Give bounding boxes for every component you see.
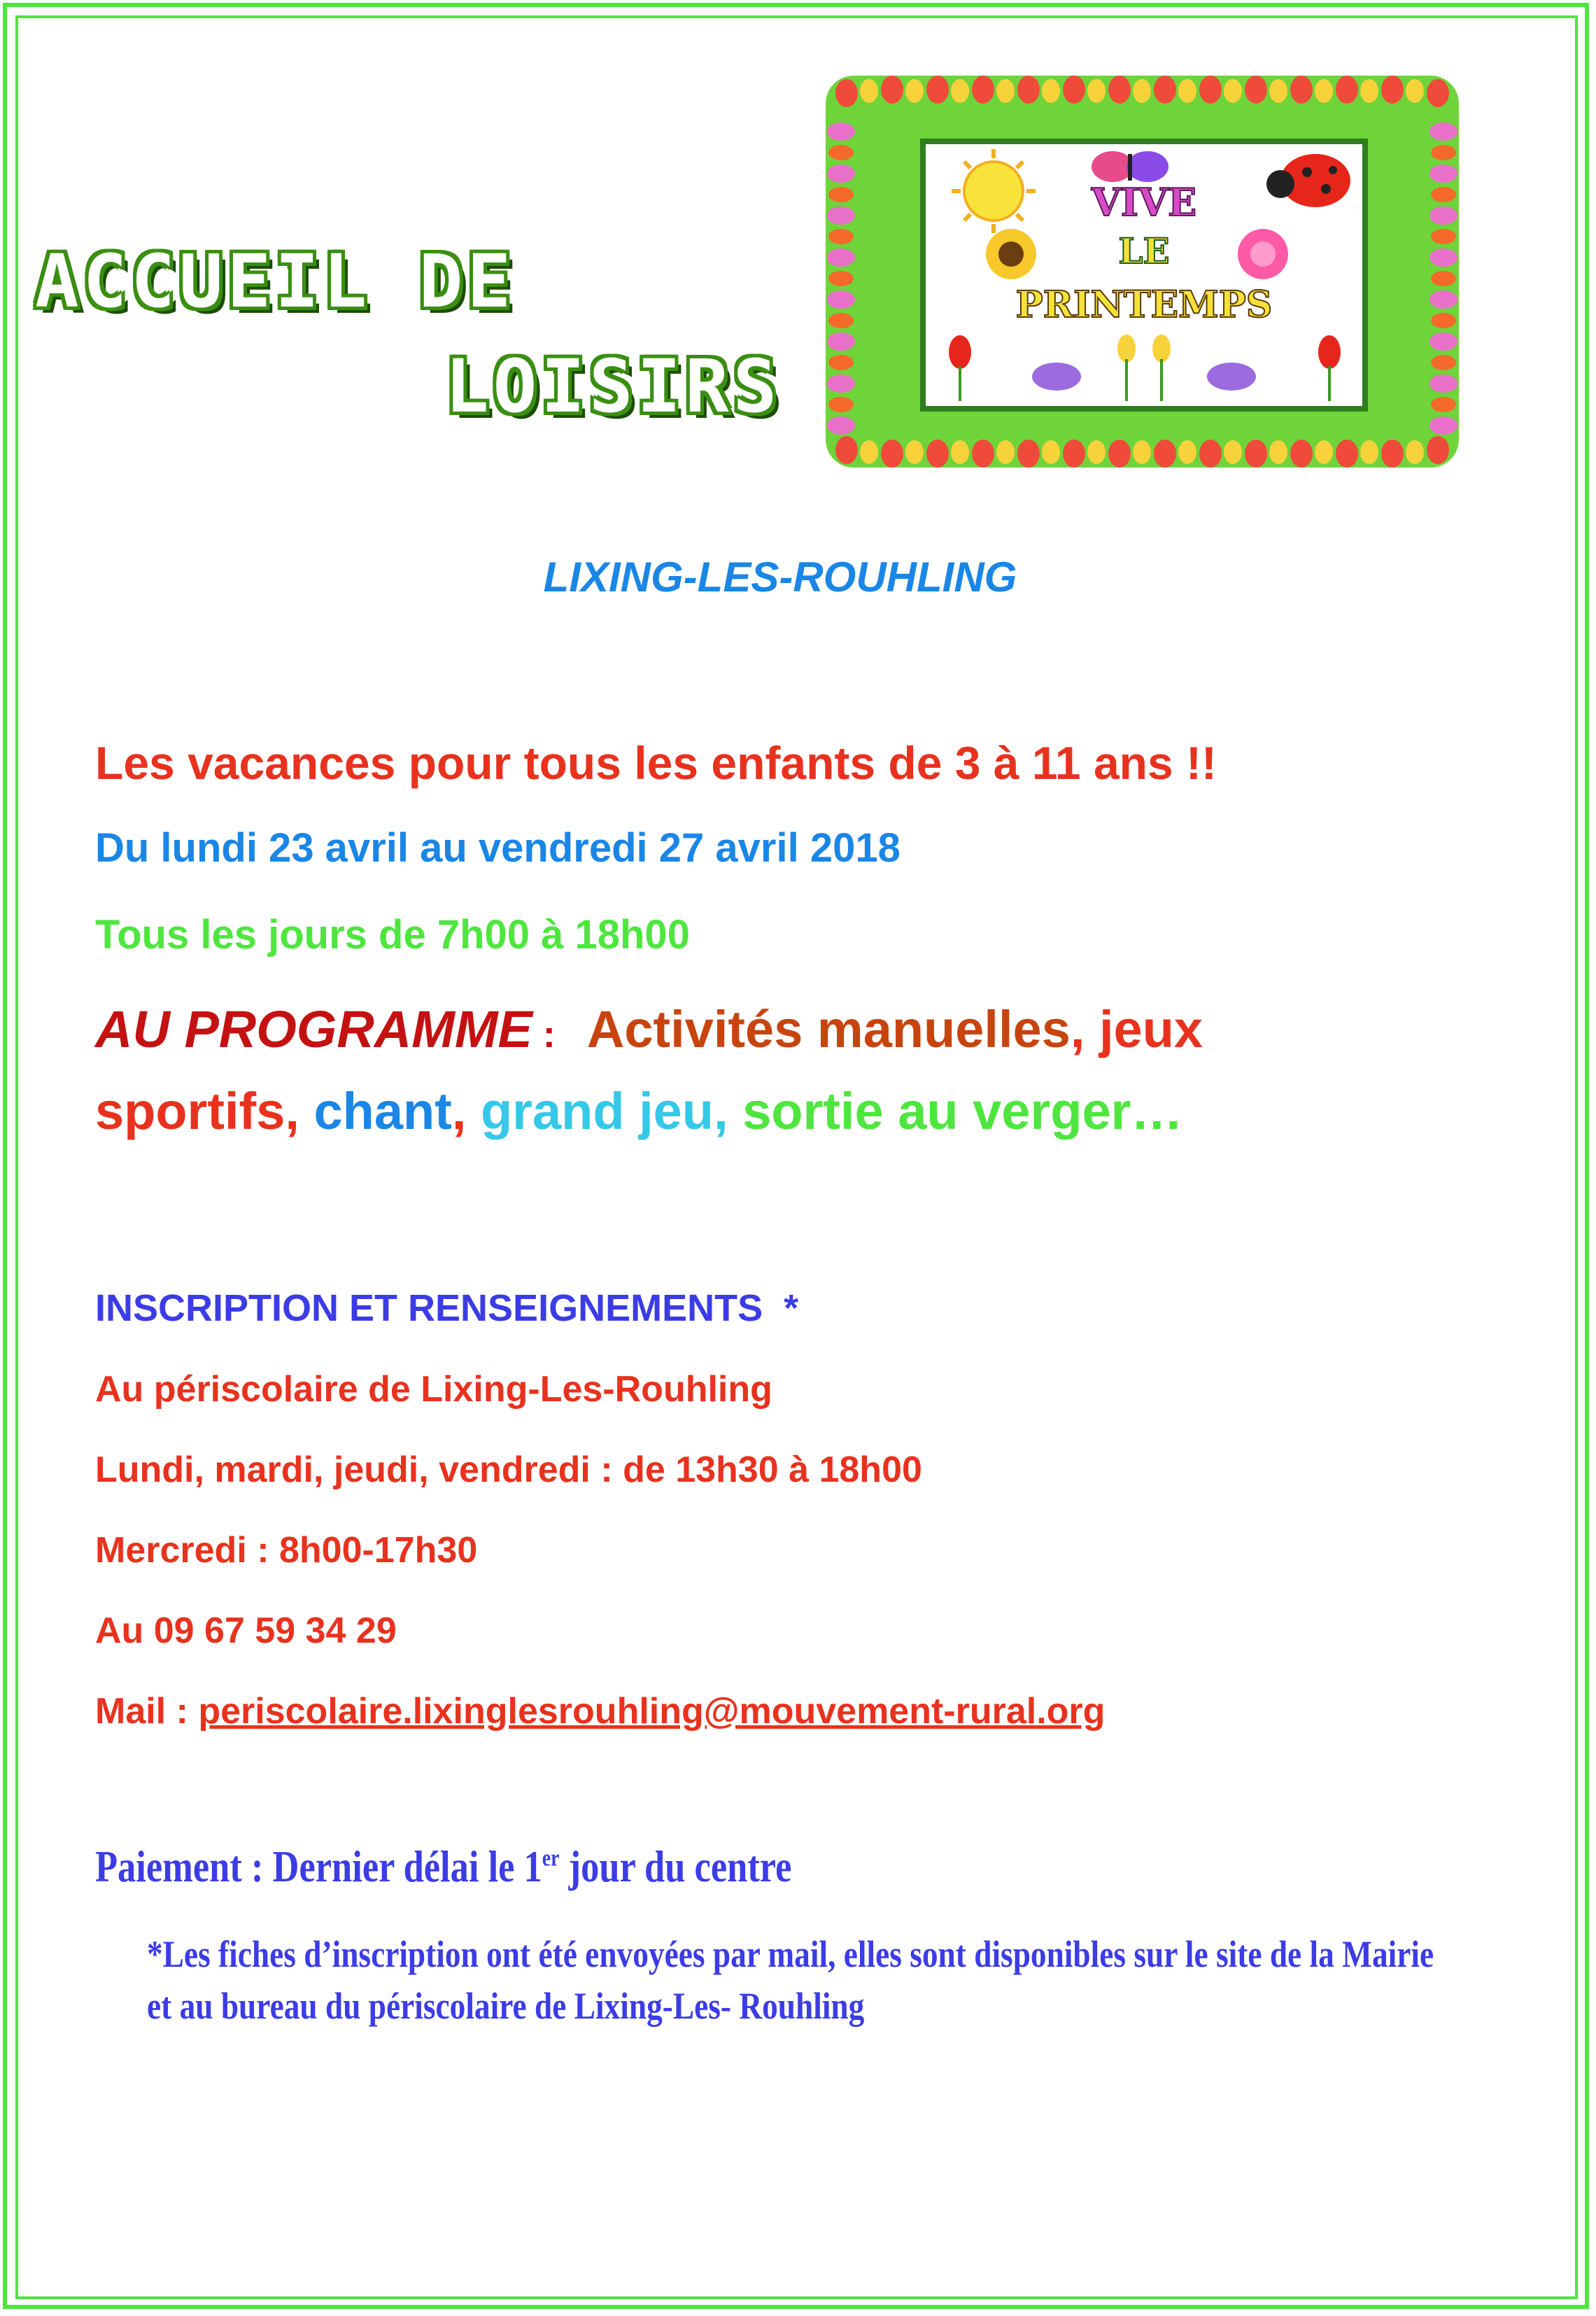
- programme-colon: :: [532, 1013, 587, 1055]
- inscription-mail: [95, 1690, 1105, 1732]
- programme-line-2: [95, 1081, 1182, 1141]
- programme-chant: chant: [313, 1082, 452, 1140]
- inscription-heading: INSCRIPTION ET RENSEIGNEMENTS *: [95, 1287, 799, 1329]
- paiement-superscript: er: [542, 1845, 560, 1872]
- programme-sortie: sortie au verger…: [742, 1082, 1183, 1140]
- inscription-place: Au périscolaire de Lixing-Les-Rouhling: [95, 1369, 772, 1410]
- paiement-text-b: jour du centre: [568, 1841, 792, 1891]
- inscription-note: *Les fiches d’inscription ont été envoyées par mail, elles sont disponibles sur le site de la Mairie et au bureau du périscolaire de Lixing-Les- Rouhling: [147, 1933, 1434, 2027]
- programme-activities-c: sportifs,: [95, 1082, 299, 1140]
- mail-label: Mail :: [95, 1691, 199, 1732]
- programme-comma-2: ,: [451, 1082, 467, 1140]
- paiement-text: [95, 1841, 791, 1893]
- inscription-wednesday-hours: Mercredi : 8h00-17h30: [95, 1530, 478, 1571]
- inscription-phone: Au 09 67 59 34 29: [95, 1610, 397, 1651]
- programme-comma-1: ,: [1070, 1000, 1099, 1058]
- programme-activities-a: Activités manuelles: [586, 1000, 1071, 1058]
- banner-text-line1: VIVE: [1091, 180, 1197, 225]
- title-line-2: LOISIRS: [445, 344, 782, 429]
- programme-label: AU PROGRAMME: [95, 1000, 532, 1058]
- banner-text-line3: PRINTEMPS: [1015, 283, 1273, 326]
- sunflower-icon: [986, 229, 1036, 279]
- mail-link[interactable]: periscolaire.lixinglesrouhling@mouvement-rural.org: [198, 1691, 1106, 1732]
- butterfly-icon: [1092, 151, 1168, 182]
- programme-grand-jeu: grand jeu,: [480, 1082, 728, 1140]
- vacances-headline: Les vacances pour tous les enfants de 3 à 11 ans !!: [95, 737, 1217, 789]
- dates-text: Du lundi 23 avril au vendredi 27 avril 2018: [95, 825, 901, 871]
- location-title: LIXING-LES-ROUHLING: [543, 554, 1017, 601]
- hours-text: Tous les jours de 7h00 à 18h00: [95, 912, 690, 957]
- banner-text-line2: LE: [1118, 230, 1170, 272]
- programme-activities-b: jeux: [1099, 1000, 1203, 1058]
- rose-icon: [1238, 229, 1288, 279]
- title-line-1: ACCUEIL DE: [35, 239, 516, 324]
- paiement-text-a: Paiement : Dernier délai le 1: [95, 1841, 542, 1891]
- inscription-weekdays-hours: Lundi, mardi, jeudi, vendredi : de 13h30 à 18h00: [95, 1450, 922, 1490]
- programme-line-1: [95, 999, 1203, 1059]
- spring-banner-image: [826, 76, 1459, 468]
- sun-icon: [952, 149, 1036, 233]
